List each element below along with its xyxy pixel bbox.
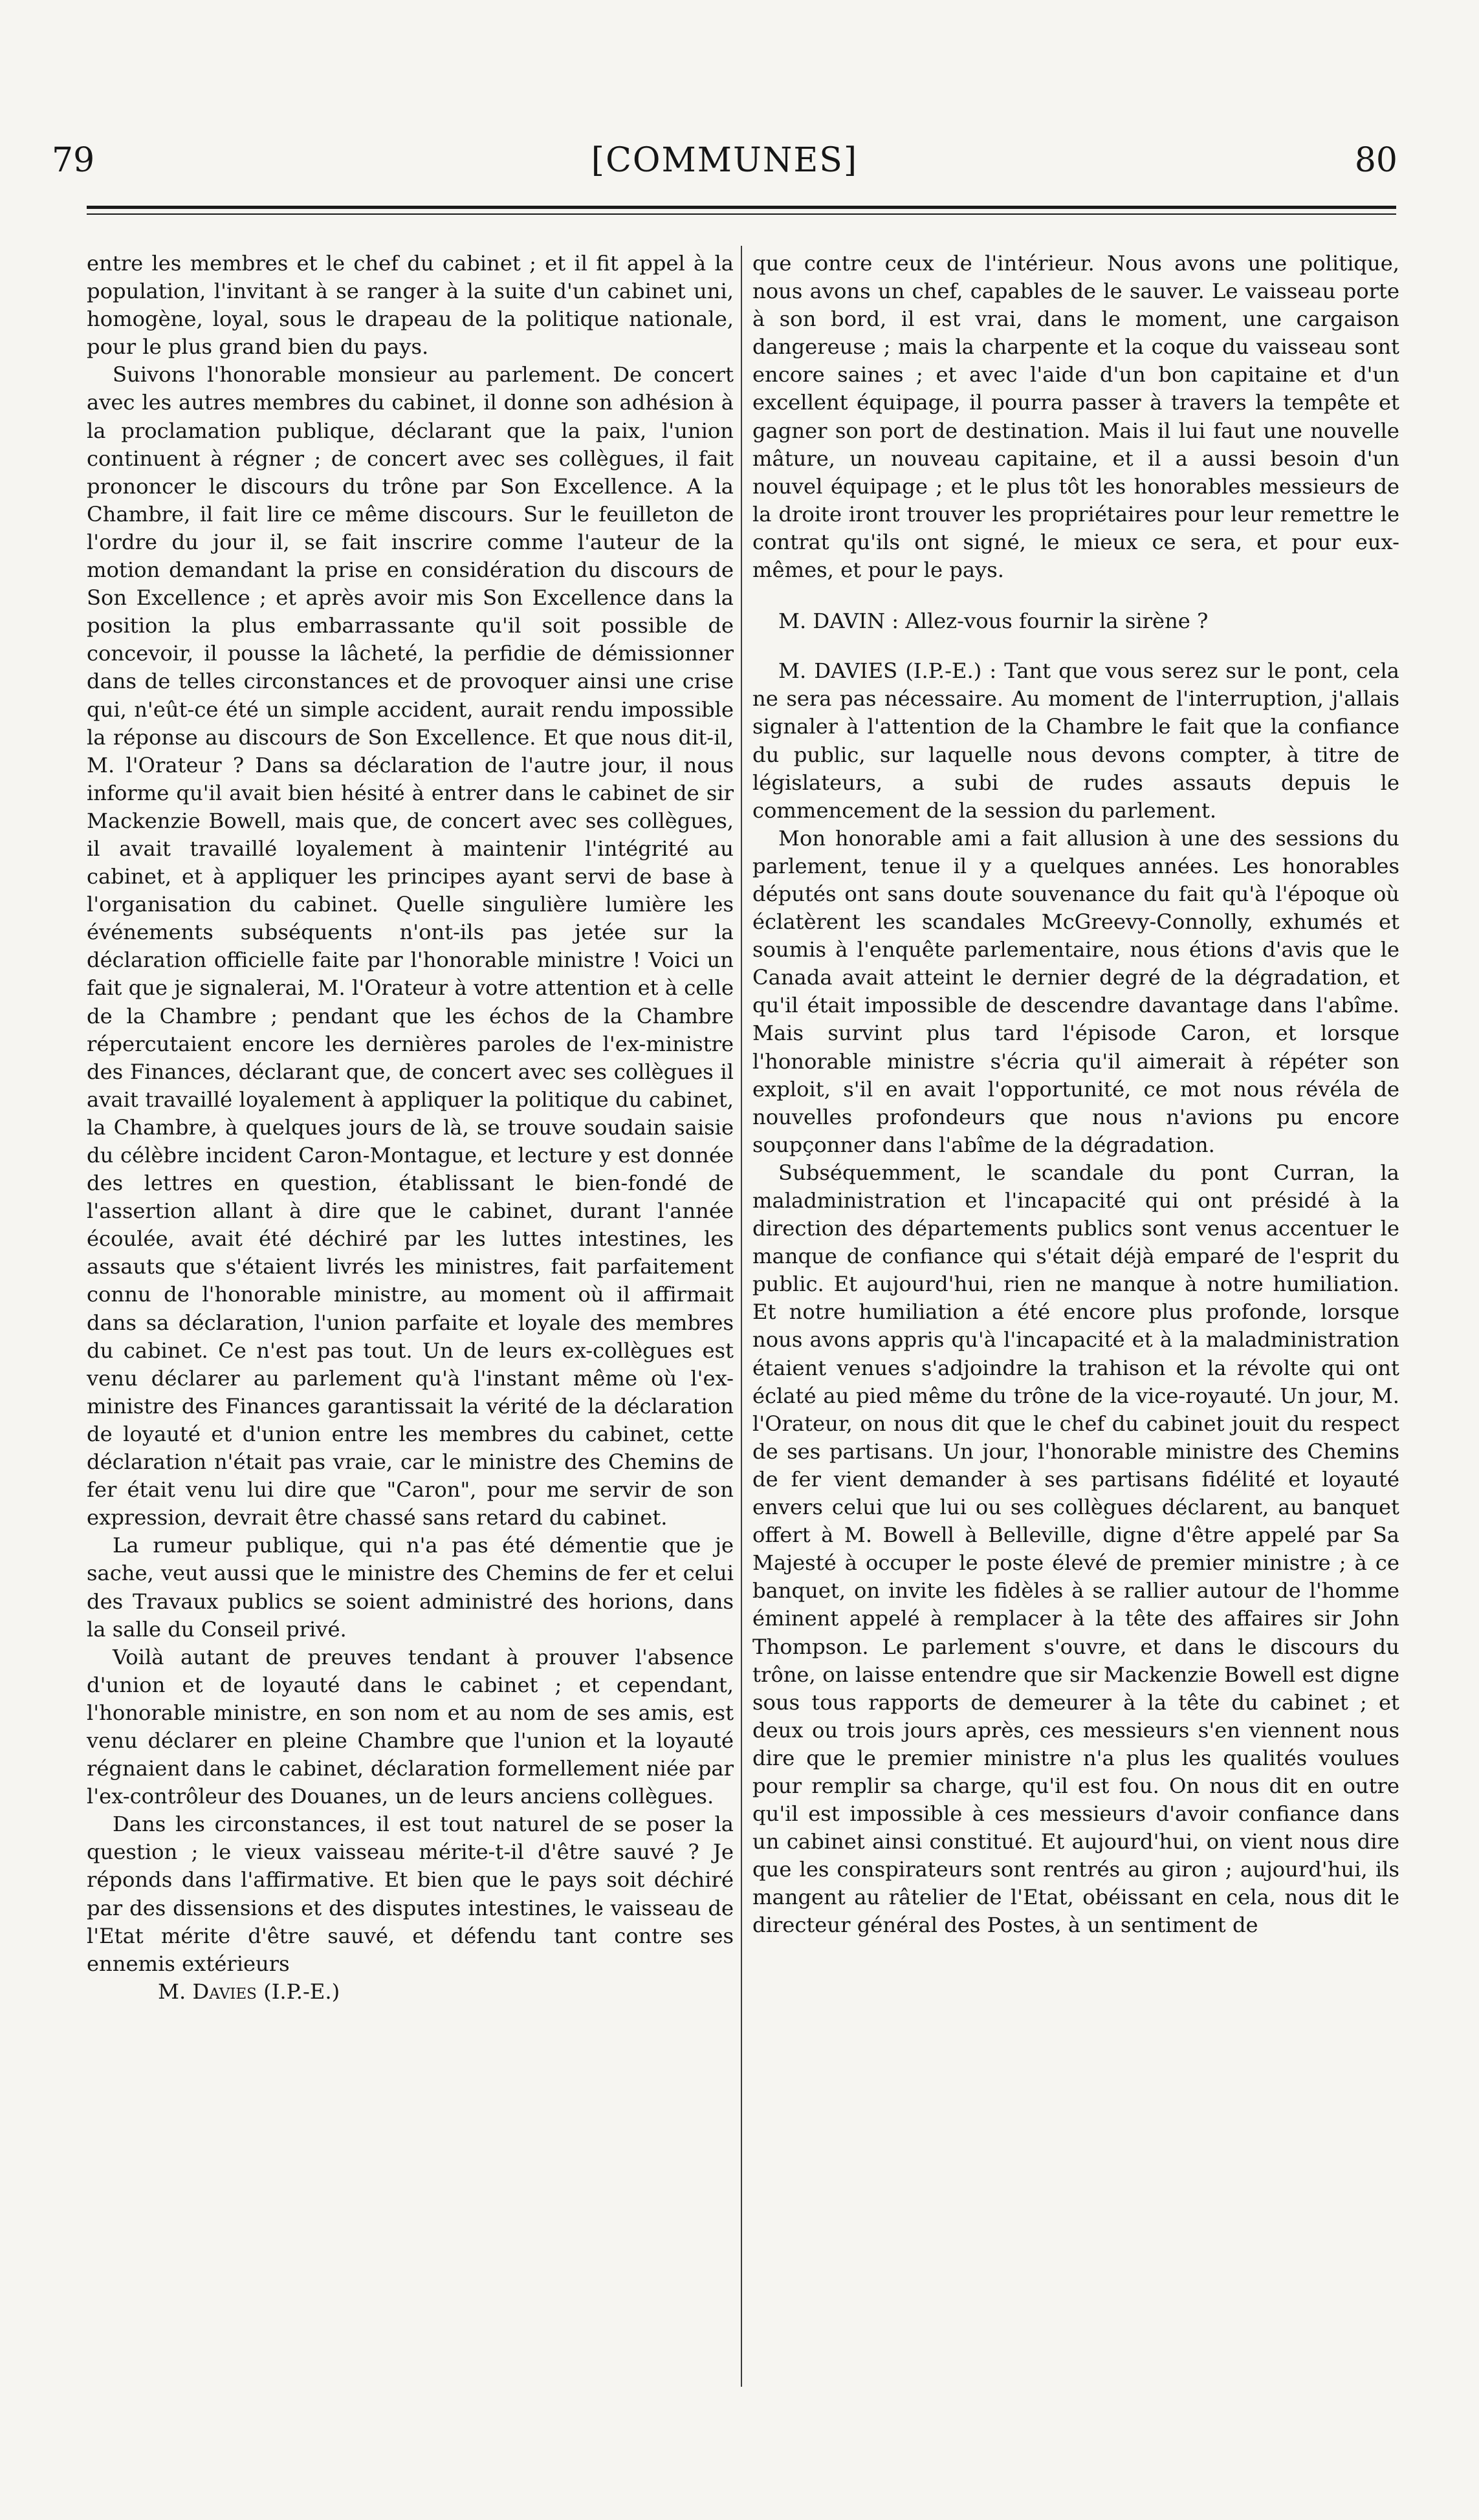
paragraph: Mon honorable ami a fait allusion à une des sessions du parlement, tenue il y a quelques années. Les honorables députés ont sans doute souvenance du fait qu'à l'époque où éclatèrent les scandales McGreevy-Connolly, exhumés et soumis à l'enquête parlementaire, nous étions d'avis que le Canada avait atteint le dernier degré de la dégradation, et qu'il était impossible de descendre davantage dans l'abîme. Mais survint plus tard l'épisode Caron, et lorsque l'honorable ministre s'écria qu'il aimerait à répéter son exploit, s'il en avait l'opportunité, ce mot nous révéla de nouvelles profondeurs que nous n'avions pu encore soupçonner dans l'abîme de la dégradation. — [752, 825, 1399, 1157]
paragraph: que contre ceux de l'intérieur. Nous avons une politique, nous avons un chef, capables de le sauver. Le vaisseau porte à son bord, il est vrai, dans le moment, une cargaison dangereuse ; mais la charpente et la coque du vaisseau sont encore saines ; et avec l'aide d'un bon capitaine et d'un excellent équipage, il pourra passer à travers la tempête et gagner son port de destination. Mais il lui faut une nouvelle mâture, un nouveau capitaine, et il a aussi besoin d'un nouvel équipage ; et le plus tôt les honorables messieurs de la droite iront trouver les propriétaires pour leur remettre le contrat qu'ils ont signé, le mieux ce sera, et pour eux-mêmes, et pour le pays. — [752, 251, 1399, 583]
column-divider — [741, 246, 742, 2387]
paragraph: M. DAVIES (I.P.-E.) : Tant que vous serez sur le pont, cela ne sera pas nécessaire. Au moment de l'interruption, j'allais signaler à l'attention de la Chambre le fait que la confiance du public, sur laquelle nous devons compter, à titre de législateurs, a subi de rudes assauts depuis le commencement de la session du parlement. — [752, 658, 1399, 823]
paragraph: entre les membres et le chef du cabinet ; et il fit appel à la population, l'invitant à se ranger à la suite d'un cabinet uni, homogène, loyal, sous le drapeau de la politique nationale, pour le plus grand bien du pays. — [87, 251, 734, 360]
running-head: [COMMUNES] — [591, 141, 859, 180]
speaker-signature: M. Davies (I.P.-E.) — [158, 1979, 340, 2004]
right-column — [752, 250, 1399, 1940]
header-rule-thick — [87, 206, 1396, 209]
paragraph: Dans les circonstances, il est tout naturel de se poser la question ; le vieux vaisseau mérite-t-il d'être sauvé ? Je réponds dans l'affirmative. Et bien que le pays soit déchiré par des dissensions et des disputes intestines, le vaisseau de l'Etat mérite d'être sauvé, et défendu tant contre ses ennemis extérieurs — [87, 1812, 734, 1976]
paragraph: Voilà autant de preuves tendant à prouver l'absence d'union et de loyauté dans le cabinet ; et cependant, l'honorable ministre, en son nom et au nom de ses amis, est venu déclarer en pleine Chambre que l'union et la loyauté régnaient dans le cabinet, déclaration formellement niée par l'ex-contrôleur des Douanes, un de leurs anciens collègues. — [87, 1644, 734, 1809]
paragraph: Suivons l'honorable monsieur au parlement. De concert avec les autres membres du cabinet, il donne son adhésion à la proclamation publique, déclarant que la paix, l'union continuent à régner ; de concert avec ses collègues, il fait prononcer le discours du trône par Son Excellence. A la Chambre, il fait lire ce même discours. Sur le feuilleton de l'ordre du jour il, se fait inscrire comme l'auteur de la motion demandant la prise en considération du discours de Son Excellence ; et après avoir mis Son Excellence dans la position la plus embarrassante qu'il soit possible de concevoir, il pousse la lâcheté, la perfidie de démissionner dans de telles circonstances et de provoquer ainsi une crise qui, n'eût-ce été un simple accident, aurait rendu impossible la réponse au discours de Son Excellence. Et que nous dit-il, M. l'Orateur ? Dans sa déclaration de l'autre jour, il nous informe qu'il avait bien hésité à entrer dans le cabinet de sir Mackenzie Bowell, mais que, de concert avec ses collègues, il avait travaillé loyalement à maintenir l'intégrité au cabinet, et à appliquer les principes ayant servi de base à l'organisation du cabinet. Quelle singulière lumière les événements subséquents n'ont-ils pas jetée sur la déclaration officielle faite par l'honorable ministre ! Voici un fait que je signalerai, M. l'Orateur à votre attention et à celle de la Chambre ; pendant que les échos de la Chambre répercutaient encore les dernières paroles de l'ex-ministre des Finances, déclarant que, de concert avec ses collègues il avait travaillé loyalement à appliquer la politique du cabinet, la Chambre, à quelques jours de là, se trouve soudain saisie du célèbre incident Caron-Montague, et lecture y est donnée des lettres en question, établissant le bien-fondé de l'assertion allant à dire que le cabinet, durant l'année écoulée, avait été déchiré par les luttes intestines, les assauts que s'étaient livrés les ministres, fait parfaitement connu de l'honorable ministre, au moment où il affirmait dans sa déclaration, l'union parfaite et loyale des membres du cabinet. Ce n'est pas tout. Un de leurs ex-collègues est venu déclarer au parlement qu'à l'instant même où l'ex-ministre des Finances garantissait la vérité de la déclaration de loyauté et d'union entre les membres du cabinet, cette déclaration n'était pas vraie, car le ministre des Chemins de fer était venu lui dire que "Caron", pour me servir de son expression, devrait être chassé sans retard du cabinet. — [87, 362, 734, 1530]
header-rule-thin — [87, 213, 1396, 215]
paragraph: La rumeur publique, qui n'a pas été démentie que je sache, veut aussi que le ministre des Chemins de fer et celui des Travaux publics se soient administré des horions, dans la salle du Conseil privé. — [87, 1533, 734, 1642]
interjection: M. DAVIN : Allez-vous fournir la sirène ? — [778, 609, 1209, 634]
paragraph: Subséquemment, le scandale du pont Curran, la maladministration et l'incapacité qui ont présidé à la direction des départements publics sont venus accentuer le manque de confiance qui s'était déjà emparé de l'esprit du public. Et aujourd'hui, rien ne manque à notre humiliation. Et notre humiliation a été encore plus profonde, lorsque nous avons appris qu'à l'incapacité et à la maladministration étaient venues s'adjoindre la trahison et la révolte qui ont éclaté au pied même du trône de la vice-royauté. Un jour, M. l'Orateur, on nous dit que le chef du cabinet jouit du respect de ses partisans. Un jour, l'honorable ministre des Chemins de fer vient demander à ses partisans fidélité et loyauté envers celui que lui ou ses collègues déclarent, au banquet offert à M. Bowell à Belleville, digne d'être appelé par Sa Majesté à occuper le poste élevé de premier ministre ; à ce banquet, on invite les fidèles à se rallier autour de l'homme éminent appelé à remplacer à la tête des affaires sir John Thompson. Le parlement s'ouvre, et dans le discours du trône, on laisse entendre que sir Mackenzie Bowell est digne sous tous rapports de demeurer à la tête du cabinet ; et deux ou trois jours après, ces messieurs s'en viennent nous dire que le premier ministre n'a plus les qualités voulues pour remplir sa charge, qu'il est fou. On nous dit en outre qu'il est impossible à ces messieurs d'avoir confiance dans un cabinet ainsi constitué. Et aujourd'hui, on vient nous dire que les conspirateurs sont rentrés au giron ; aujourd'hui, ils mangent au râtelier de l'Etat, obéissant en cela, nous dit le directeur général des Postes, à un sentiment de — [752, 1160, 1399, 1938]
page-number-left: 79 — [52, 141, 95, 180]
page-header — [52, 141, 1397, 193]
left-column — [87, 250, 734, 2006]
page-number-right: 80 — [1354, 141, 1397, 180]
